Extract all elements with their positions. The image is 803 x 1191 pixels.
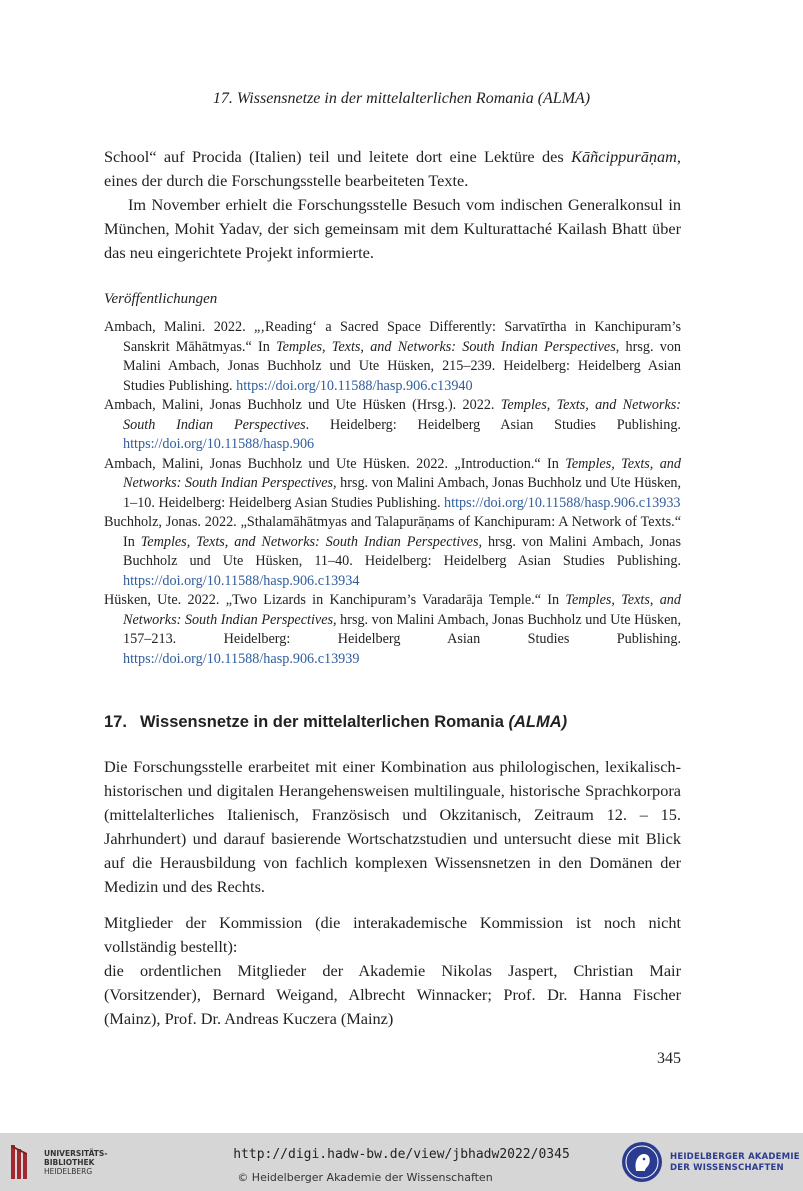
academy-seal-icon [620,1140,664,1184]
permalink-url[interactable]: http://digi.hadw-bw.de/view/jbhadw2022/0345 [233,1147,570,1162]
reference-title: Temples, Texts, and Networks: South Indian Perspectives, [123,592,681,628]
reference-item [104,396,681,455]
members-list: die ordentlichen Mitglieder der Akademie Nikolas Jaspert, Christian Mair (Vorsitzender), Bernard Weigand, Albrecht Winnacker; Prof. Dr. Hanna Fischer (Mainz), Prof. Dr. Andreas Kuczera (Mainz) [104,961,681,1028]
doi-link[interactable]: https://doi.org/10.11588/hasp.906.c13939 [123,650,360,667]
reference-item [104,455,681,514]
page-number: 345 [657,1050,681,1067]
doi-link[interactable]: https://doi.org/10.11588/hasp.906.c13940 [236,377,473,394]
library-name-line: UNIVERSITÄTS- [44,1149,108,1158]
publications-label: Veröffentlichungen [104,291,218,307]
reference-item [104,513,681,591]
section-title: Wissensnetze in der mittelalterlichen Romania [140,713,504,731]
work-title: Kāñcippurāṇam [571,147,677,166]
reference-text: Ambach, Malini. 2022. „‚Reading‘ a Sacred Space Differently: Sarvatīrtha in Kanchipuram’s Sanskrit Māhātmyas.“ In [104,319,681,355]
copyright-notice: © Heidelberger Akademie der Wissenschaften [237,1171,493,1184]
academy-name-line: HEIDELBERGER AKADEMIE [670,1152,800,1162]
paragraph-visit: Im November erhielt die Forschungsstelle Besuch vom indischen Generalkonsul in München, Mohit Yadav, der sich gemeinsam mit dem Kulturattaché Kailash Bhatt über das neu eingerichtete Projekt informierte. [104,195,681,262]
reference-item [104,591,681,669]
reference-text: , hrsg. von Malini Ambach, Jonas Buchholz und Ute Hüsken, 215–239. Heidelberg: Heidelberg Asian Studies Publishing. [123,338,682,394]
library-name-line: BIBLIOTHEK [44,1158,95,1167]
paragraph-text: School“ auf Procida (Italien) teil und leitete dort eine Lektüre des [104,147,572,166]
references-list [104,318,681,669]
doi-link[interactable]: https://doi.org/10.11588/hasp.906 [123,436,315,452]
viewer-footer [0,1133,803,1191]
section-heading [104,713,681,732]
reference-text: Hüsken, Ute. 2022. „Two Lizards in Kanchipuram’s Varadarāja Temple.“ In [104,592,566,608]
library-name-line: HEIDELBERG [44,1167,93,1176]
doi-link[interactable]: https://doi.org/10.11588/hasp.906.c13934 [123,572,360,589]
section-abbr: (ALMA) [508,713,568,731]
reference-title: Temples, Texts, and Networks: South Indian Perspectives, [123,455,681,491]
section-description: Die Forschungsstelle erarbeitet mit einer Kombination aus philologischen, lexikalisch-historischen und digitalen Herangehensweisen multilinguale, historische Sprachkorpora (mittelalterliches Italienisch, Französisch und Okzitanisch, Zeitraum 12. – 15. Jahrhundert) und darauf basierende Wortschatzstudien und untersucht diese mit Blick auf die Herausbildung von fachlich komplexen Wissensnetzen in den Domänen der Medizin und des Rechts. [104,757,681,896]
doi-link[interactable]: https://doi.org/10.11588/hasp.906.c13933 [444,494,681,511]
paragraph-text: , eines der durch die Forschungsstelle bearbeiteten Texte. [104,147,681,190]
section-number: 17. [104,713,127,731]
reference-text: hrsg. von Malini Ambach, Jonas Buchholz und Ute Hüsken, 11–40. Heidelberg: Heidelberg Asian Studies Publishing. [123,533,681,569]
reference-title: Temples, Texts, and Networks: South Indian Perspectives [123,397,681,433]
main-text-block [104,145,681,669]
section-17 [104,713,681,1031]
academy-name [670,1152,800,1174]
reference-item [104,318,681,396]
reference-title: Temples, Texts, and Networks: South Indian Perspectives, [140,533,483,550]
members-intro: Mitglieder der Kommission (die interakademische Kommission ist noch nicht vollständig bestellt): [104,913,681,956]
academy-name-line: DER WISSENSCHAFTEN [670,1163,784,1173]
paragraph-continuation [104,145,681,193]
reference-text: Buchholz, Jonas. 2022. „Sthalamāhātmyas and Talapurāṇams of Kanchipuram: A Network of Texts.“ In [104,514,681,550]
running-head: 17. Wissensnetze in der mittelalterlichen Romania (ALMA) [212,90,591,107]
reference-text: Ambach, Malini, Jonas Buchholz und Ute Hüsken. 2022. „Introduction.“ In [104,455,566,472]
reference-text: Ambach, Malini, Jonas Buchholz und Ute Hüsken (Hrsg.). 2022. [104,397,501,413]
reference-title: Temples, Texts, and Networks: South Indian Perspectives [276,338,616,355]
reference-text: hrsg. von Malini Ambach, Jonas Buchholz und Ute Hüsken, 157–213. Heidelberg: Heidelberg Asian Studies Publishing. [123,611,682,647]
reference-text: . Heidelberg: Heidelberg Asian Studies Publishing. [305,416,681,433]
reference-text: hrsg. von Malini Ambach, Jonas Buchholz und Ute Hüsken, 1–10. Heidelberg: Heidelberg Asian Studies Publishing. [123,475,682,511]
